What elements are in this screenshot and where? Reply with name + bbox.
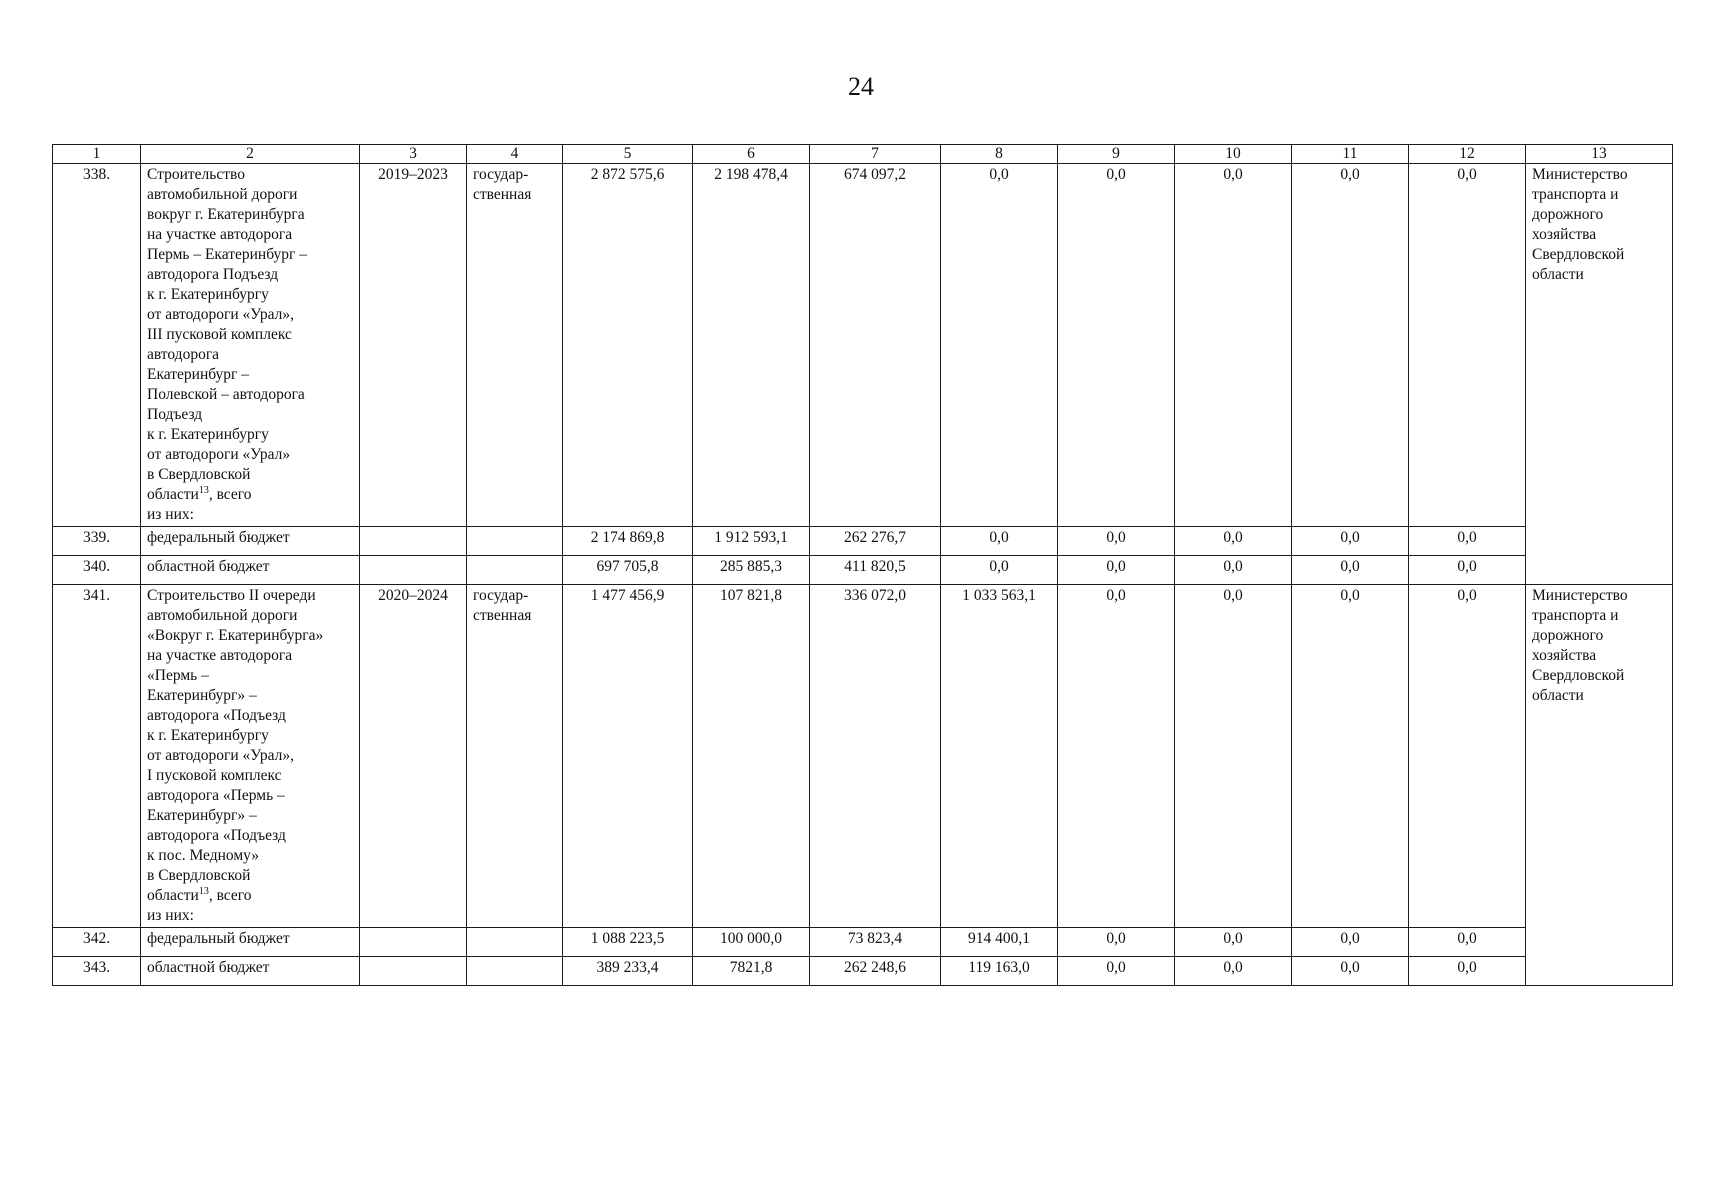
object-type (467, 957, 563, 986)
column-header: 9 (1058, 145, 1175, 164)
value-cell: 107 821,8 (693, 585, 810, 928)
column-header: 12 (1409, 145, 1526, 164)
column-header: 2 (141, 145, 360, 164)
table-row (53, 556, 1673, 585)
value-cell: 1 477 456,9 (563, 585, 693, 928)
value-cell: 674 097,2 (810, 164, 941, 527)
value-cell: 0,0 (1292, 585, 1409, 928)
value-cell: 336 072,0 (810, 585, 941, 928)
value-cell: 0,0 (1292, 556, 1409, 585)
value-cell: 2 872 575,6 (563, 164, 693, 527)
table-row (53, 928, 1673, 957)
value-cell: 0,0 (1409, 164, 1526, 527)
value-cell: 1 088 223,5 (563, 928, 693, 957)
footnote-mark: 13 (198, 484, 209, 496)
responsible-executor: Министерство транспорта и дорожного хозяйства Свердловской области (1526, 164, 1673, 585)
period: 2019–2023 (360, 164, 467, 527)
value-cell: 389 233,4 (563, 957, 693, 986)
column-number-row (53, 145, 1673, 164)
row-number: 341. (53, 585, 141, 928)
value-cell: 262 248,6 (810, 957, 941, 986)
period (360, 957, 467, 986)
value-cell: 73 823,4 (810, 928, 941, 957)
value-cell: 100 000,0 (693, 928, 810, 957)
column-header: 6 (693, 145, 810, 164)
value-cell: 0,0 (1175, 585, 1292, 928)
value-cell: 0,0 (1409, 585, 1526, 928)
row-number: 343. (53, 957, 141, 986)
table-row (53, 164, 1673, 527)
object-type (467, 527, 563, 556)
column-header: 3 (360, 145, 467, 164)
value-cell: 7821,8 (693, 957, 810, 986)
column-header: 8 (941, 145, 1058, 164)
program-table (52, 144, 1673, 986)
value-cell: 0,0 (1409, 928, 1526, 957)
object-name: областной бюджет (141, 957, 360, 986)
column-header: 1 (53, 145, 141, 164)
row-number: 338. (53, 164, 141, 527)
period (360, 556, 467, 585)
value-cell: 0,0 (941, 164, 1058, 527)
value-cell: 0,0 (1409, 957, 1526, 986)
value-cell: 262 276,7 (810, 527, 941, 556)
value-cell: 0,0 (1175, 556, 1292, 585)
column-header: 13 (1526, 145, 1673, 164)
value-cell: 914 400,1 (941, 928, 1058, 957)
value-cell: 0,0 (1058, 585, 1175, 928)
object-name: Строительство автомобильной дороги вокруг г. Екатеринбурга на участке автодорога Пермь – Екатеринбург – автодорога Подъезд к г. Екатеринбургу от автодороги «Урал», III пусковой комплекс автодорога Екатеринбург – Полевской – автодорога Подъезд к г. Екатеринбургу от автодороги «Урал» в Свердловской области$^{13}$, всего из них: (141, 164, 360, 527)
table-row (53, 957, 1673, 986)
value-cell: 0,0 (1175, 928, 1292, 957)
value-cell: 0,0 (1292, 164, 1409, 527)
value-cell: 0,0 (1058, 164, 1175, 527)
object-name: федеральный бюджет (141, 527, 360, 556)
value-cell: 0,0 (1058, 527, 1175, 556)
value-cell: 2 174 869,8 (563, 527, 693, 556)
value-cell: 119 163,0 (941, 957, 1058, 986)
row-number: 340. (53, 556, 141, 585)
column-header: 5 (563, 145, 693, 164)
page-number: 24 (848, 72, 874, 101)
value-cell: 0,0 (1175, 957, 1292, 986)
object-type: государ- ственная (467, 585, 563, 928)
object-type (467, 928, 563, 957)
value-cell: 0,0 (1409, 527, 1526, 556)
value-cell: 0,0 (1409, 556, 1526, 585)
value-cell: 697 705,8 (563, 556, 693, 585)
value-cell: 0,0 (1292, 928, 1409, 957)
value-cell: 1 912 593,1 (693, 527, 810, 556)
value-cell: 0,0 (1292, 957, 1409, 986)
value-cell: 1 033 563,1 (941, 585, 1058, 928)
row-number: 339. (53, 527, 141, 556)
column-header: 7 (810, 145, 941, 164)
value-cell: 0,0 (1058, 928, 1175, 957)
footnote-mark: 13 (198, 885, 209, 897)
value-cell: 0,0 (1175, 164, 1292, 527)
value-cell: 0,0 (941, 527, 1058, 556)
value-cell: 0,0 (1058, 957, 1175, 986)
period (360, 928, 467, 957)
value-cell: 0,0 (1175, 527, 1292, 556)
object-name: Строительство II очереди автомобильной дороги «Вокруг г. Екатеринбурга» на участке автодорога «Пермь – Екатеринбург» – автодорога «Подъезд к г. Екатеринбургу от автодороги «Урал», I пусковой комплекс автодорога «Пермь – Екатеринбург» – автодорога «Подъезд к пос. Медному» в Свердловской области$^{13}$, всего из них: (141, 585, 360, 928)
value-cell: 2 198 478,4 (693, 164, 810, 527)
row-number: 342. (53, 928, 141, 957)
value-cell: 285 885,3 (693, 556, 810, 585)
period (360, 527, 467, 556)
object-type (467, 556, 563, 585)
column-header: 11 (1292, 145, 1409, 164)
object-name: областной бюджет (141, 556, 360, 585)
column-header: 4 (467, 145, 563, 164)
object-type: государ- ственная (467, 164, 563, 527)
value-cell: 411 820,5 (810, 556, 941, 585)
table-row (53, 527, 1673, 556)
responsible-executor: Министерство транспорта и дорожного хозяйства Свердловской области (1526, 585, 1673, 986)
value-cell: 0,0 (1058, 556, 1175, 585)
column-header: 10 (1175, 145, 1292, 164)
object-name: федеральный бюджет (141, 928, 360, 957)
period: 2020–2024 (360, 585, 467, 928)
value-cell: 0,0 (941, 556, 1058, 585)
table-row (53, 585, 1673, 928)
value-cell: 0,0 (1292, 527, 1409, 556)
